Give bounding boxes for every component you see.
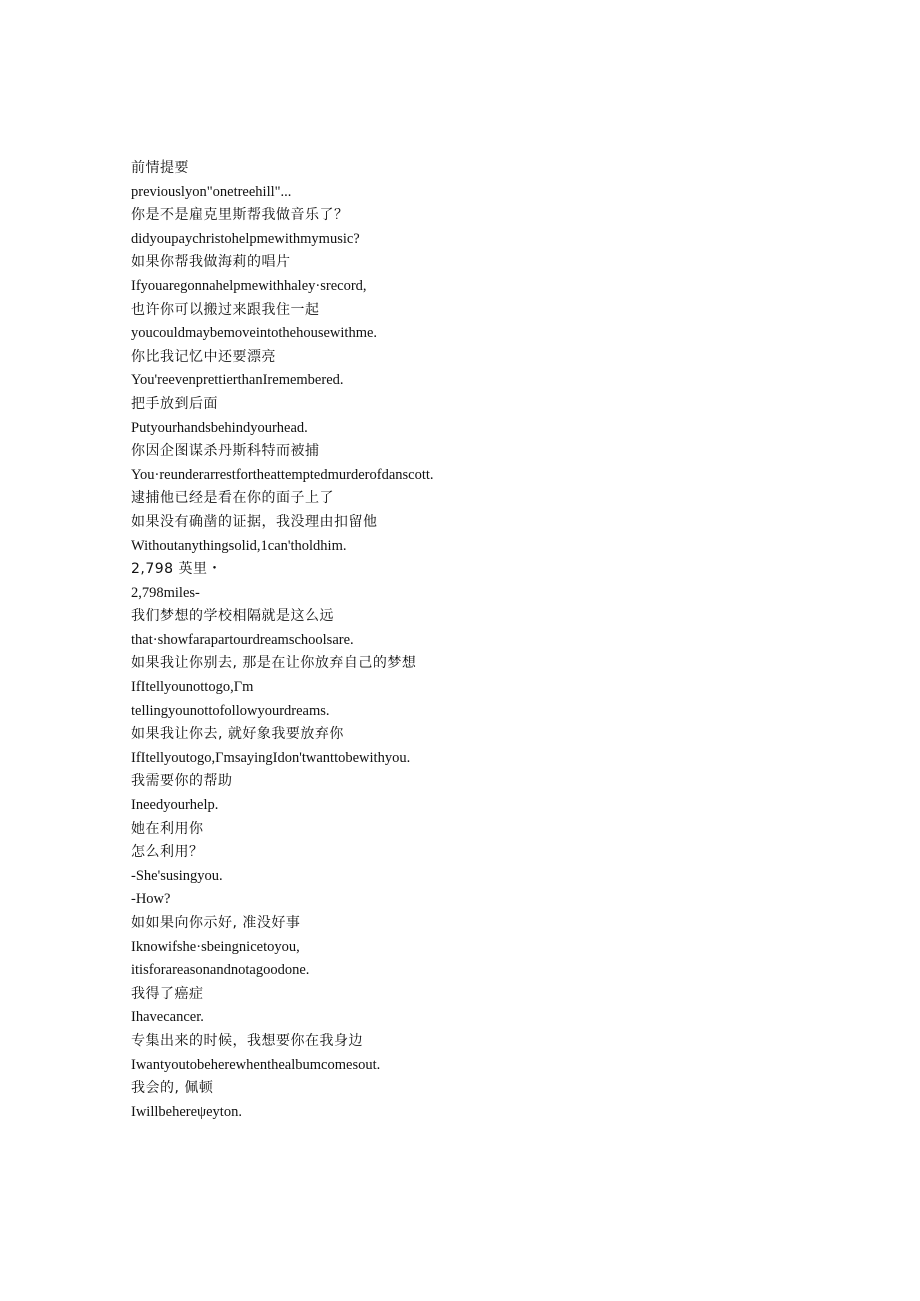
chinese-subtitle-line: 如如果向你示好, 准没好事 [131,915,301,931]
english-subtitle-line: Ihavecancer. [131,1009,204,1026]
chinese-subtitle-line: 把手放到后面 [131,395,218,412]
chinese-subtitle-line: 你因企图谋杀丹斯科特而被捕 [131,443,320,460]
chinese-subtitle-line: 如果你帮我做海莉的唱片 [131,254,291,271]
chinese-subtitle-line: 你比我记忆中还要漂亮 [131,348,276,365]
english-subtitle-line: You·reunderarrestfortheattemptedmurderofdanscott. [131,466,434,483]
chinese-subtitle-line: 如果没有确凿的证据，我没理由扣留他 [131,513,378,530]
english-subtitle-line: 2,798miles- [131,584,200,601]
english-subtitle-line: didyoupaychristohelpmewithmymusic? [131,230,360,247]
english-subtitle-line: Putyourhandsbehindyourhead. [131,419,308,436]
chinese-subtitle-line: 她在利用你 [131,820,204,837]
english-subtitle-line: -She'susingyou. [131,867,223,884]
chinese-subtitle-line: 我得了癌症 [131,985,204,1002]
chinese-subtitle-line: 你是不是雇克里斯帮我做音乐了？ [131,207,349,224]
english-subtitle-line: IfItellyounottogo,Γm [131,679,254,696]
english-subtitle-line: previouslyon"onetreehill"... [131,183,292,200]
chinese-subtitle-line: 2,798 英里・ [131,561,223,578]
english-subtitle-line: Iknowifshe·sbeingnicetoyou, [131,938,300,955]
chinese-subtitle-line: 怎么利用？ [131,844,204,861]
chinese-subtitle-line: 逮捕他已经是看在你的面子上了 [131,490,334,507]
english-subtitle-line: Withoutanythingsolid,1can'tholdhim. [131,537,347,554]
english-subtitle-line: Ifyouaregonnahelpmewithhaley·srecord, [131,277,367,294]
english-subtitle-line: Iwantyoutobeherewhenthealbumcomesout. [131,1056,381,1073]
chinese-subtitle-line: 也许你可以搬过来跟我住一起 [131,301,320,318]
english-subtitle-line: that·showfarapartourdreamschoolsare. [131,631,354,648]
english-subtitle-line: itisforareasonandnotagoodone. [131,962,310,979]
english-subtitle-line: Ineedyourhelp. [131,797,219,814]
english-subtitle-line: tellingyounottofollowyourdreams. [131,702,330,719]
chinese-subtitle-line: 我需要你的帮助 [131,773,233,790]
chinese-subtitle-line: 专集出来的时候，我想要你在我身边 [131,1032,363,1049]
chinese-subtitle-line: 我们梦想的学校相隔就是这么远 [131,608,334,625]
english-subtitle-line: -How? [131,891,171,908]
english-subtitle-line: IfItellyoutogo,ΓmsayingIdon'twanttobewithyou. [131,749,411,766]
chinese-subtitle-line: 我会的, 佩顿 [131,1080,214,1097]
english-subtitle-line: Iwillbehereψeyton. [131,1103,242,1120]
chinese-subtitle-line: 前情提要 [131,160,189,176]
chinese-subtitle-line: 如果我让你去, 就好象我要放弃你 [131,726,344,743]
english-subtitle-line: youcouldmaybemoveintothehousewithme. [131,325,378,342]
chinese-subtitle-line: 如果我让你别去, 那是在让你放弃自己的梦想 [131,655,417,672]
english-subtitle-line: You'reevenprettierthanIremembered. [131,372,344,389]
subtitle-text-block [131,157,831,1124]
